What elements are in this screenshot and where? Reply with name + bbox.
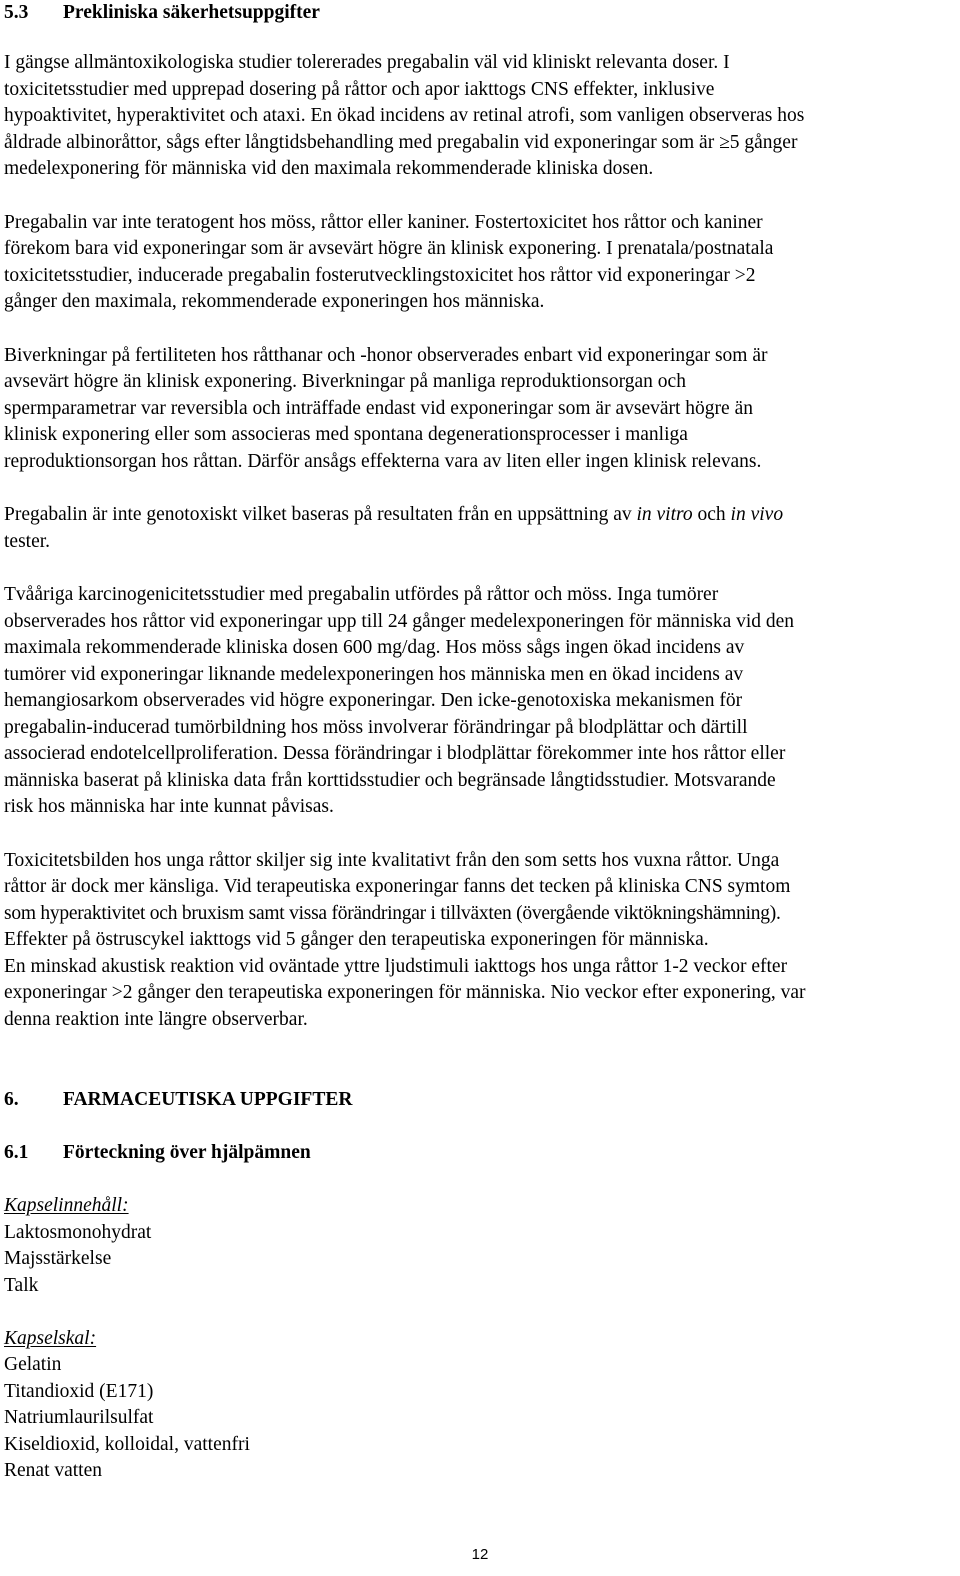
section-number: 6.1: [4, 1142, 29, 1163]
paragraph-line: risk hos människa har inte kunnat påvisas.: [4, 796, 334, 817]
paragraph-line: råttor är dock mer känsliga. Vid terapeutiska exponeringar fanns det tecken på kliniska CNS symtom: [4, 876, 791, 897]
paragraph-line: Toxicitetsbilden hos unga råttor skiljer sig inte kvalitativt från den som setts hos vuxna råttor. Unga: [4, 850, 780, 871]
paragraph-line: I gängse allmäntoxikologiska studier tolererades pregabalin väl vid kliniskt relevanta doser. I: [4, 52, 730, 73]
paragraph-line: som hyperaktivitet och bruxism samt vissa förändringar i tillväxten (övergående viktökningshämning).: [4, 903, 781, 924]
paragraph-line: människa baserat på kliniska data från korttidsstudier och begränsade långtidsstudier. Motsvarande: [4, 770, 776, 791]
paragraph-line: Effekter på östruscykel iakttogs vid 5 gånger den terapeutiska exponeringen för människa.: [4, 929, 709, 950]
excipient-item: Natriumlaurilsulfat: [4, 1407, 154, 1428]
excipient-item: Kiseldioxid, kolloidal, vattenfri: [4, 1434, 250, 1455]
capsule-content-heading: Kapselinnehåll:: [4, 1195, 129, 1216]
paragraph-line: hemangiosarkom observerades vid högre exponeringar. Den icke-genotoxiska mekanismen för: [4, 690, 743, 711]
text-run: och: [692, 504, 731, 525]
italic-term: in vitro: [636, 504, 693, 525]
section-title: Prekliniska säkerhetsuppgifter: [63, 2, 320, 23]
section-title: Förteckning över hjälpämnen: [63, 1142, 311, 1163]
paragraph-line: observerades hos råttor vid exponeringar upp till 24 gånger medelexponeringen för människa vid den: [4, 611, 795, 632]
capsule-shell-heading: Kapselskal:: [4, 1328, 97, 1349]
paragraph-line: hypoaktivitet, hyperaktivitet och ataxi. En ökad incidens av retinal atrofi, som vanligen observeras hos: [4, 105, 805, 126]
excipient-item: Talk: [4, 1275, 39, 1296]
excipient-item: Titandioxid (E171): [4, 1381, 154, 1402]
paragraph-line: Pregabalin var inte teratogent hos möss, råttor eller kaniner. Fostertoxicitet hos råttor och kaniner: [4, 212, 763, 233]
page-number: 12: [471, 1546, 489, 1563]
paragraph-line: spermparametrar var reversibla och inträffade endast vid exponeringar som är avsevärt högre än: [4, 398, 753, 419]
paragraph-line: Tvååriga karcinogenicitetsstudier med pregabalin utfördes på råttor och möss. Inga tumörer: [4, 584, 719, 605]
paragraph-line: Biverkningar på fertiliteten hos råtthanar och -honor observerades enbart vid exponeringar som är: [4, 345, 768, 366]
paragraph-line: tumörer vid exponeringar liknande medelexponeringen hos människa men en ökad incidens av: [4, 664, 744, 685]
paragraph-line: medelexponering för människa vid den maximala rekommenderade kliniska dosen.: [4, 158, 654, 179]
paragraph-line: [4, 502, 783, 528]
text-run: Pregabalin är inte genotoxiskt vilket baseras på resultaten från en uppsättning av: [4, 504, 637, 525]
paragraph-line: toxicitetsstudier, inducerade pregabalin fosterutvecklingstoxicitet hos råttor vid exponeringar >2: [4, 265, 756, 286]
paragraph-line: denna reaktion inte längre observerbar.: [4, 1009, 308, 1030]
paragraph-line: gånger den maximala, rekommenderade exponeringen hos människa.: [4, 291, 545, 312]
paragraph-line: En minskad akustisk reaktion vid oväntade yttre ljudstimuli iakttogs hos unga råttor 1-2 veckor efter: [4, 956, 788, 977]
paragraph-line: åldrade albinoråttor, sågs efter långtidsbehandling med pregabalin vid exponeringar som är ≥5 gånger: [4, 132, 798, 153]
section-number: 6.: [4, 1089, 19, 1110]
paragraph-line: förekom bara vid exponeringar som är avsevärt högre än klinisk exponering. I prenatala/postnatala: [4, 238, 774, 259]
paragraph-line: maximala rekommenderade kliniska dosen 600 mg/dag. Hos möss sågs ingen ökad incidens av: [4, 637, 745, 658]
paragraph-line: tester.: [4, 531, 51, 552]
excipient-item: Renat vatten: [4, 1460, 103, 1481]
paragraph-line: reproduktionsorgan hos råttan. Därför ansågs effekterna vara av liten eller ingen klinisk relevans.: [4, 451, 762, 472]
excipient-item: Gelatin: [4, 1354, 62, 1375]
section-title: FARMACEUTISKA UPPGIFTER: [63, 1089, 353, 1110]
section-heading-6: [4, 1087, 352, 1113]
paragraph-line: toxicitetsstudier med upprepad dosering på råttor och apor iakttogs CNS effekter, inklusive: [4, 79, 715, 100]
section-number: 5.3: [4, 2, 29, 23]
excipient-item: Laktosmonohydrat: [4, 1222, 152, 1243]
paragraph-line: associerad endotelcellproliferation. Dessa förändringar i blodplättar förekommer inte hos råttor eller: [4, 743, 786, 764]
section-heading-6-1: [4, 1140, 311, 1166]
excipient-item: Majsstärkelse: [4, 1248, 112, 1269]
section-heading-5-3: [4, 0, 320, 26]
paragraph-line: avsevärt högre än klinisk exponering. Biverkningar på manliga reproduktionsorgan och: [4, 371, 686, 392]
paragraph-line: pregabalin-inducerad tumörbildning hos möss involverar förändringar på blodplättar och därtill: [4, 717, 748, 738]
italic-term: in vivo: [730, 504, 784, 525]
paragraph-line: klinisk exponering eller som associeras med spontana degenerationsprocesser i manliga: [4, 424, 688, 445]
paragraph-line: exponeringar >2 gånger den terapeutiska exponeringen för människa. Nio veckor efter exponering, var: [4, 982, 806, 1003]
